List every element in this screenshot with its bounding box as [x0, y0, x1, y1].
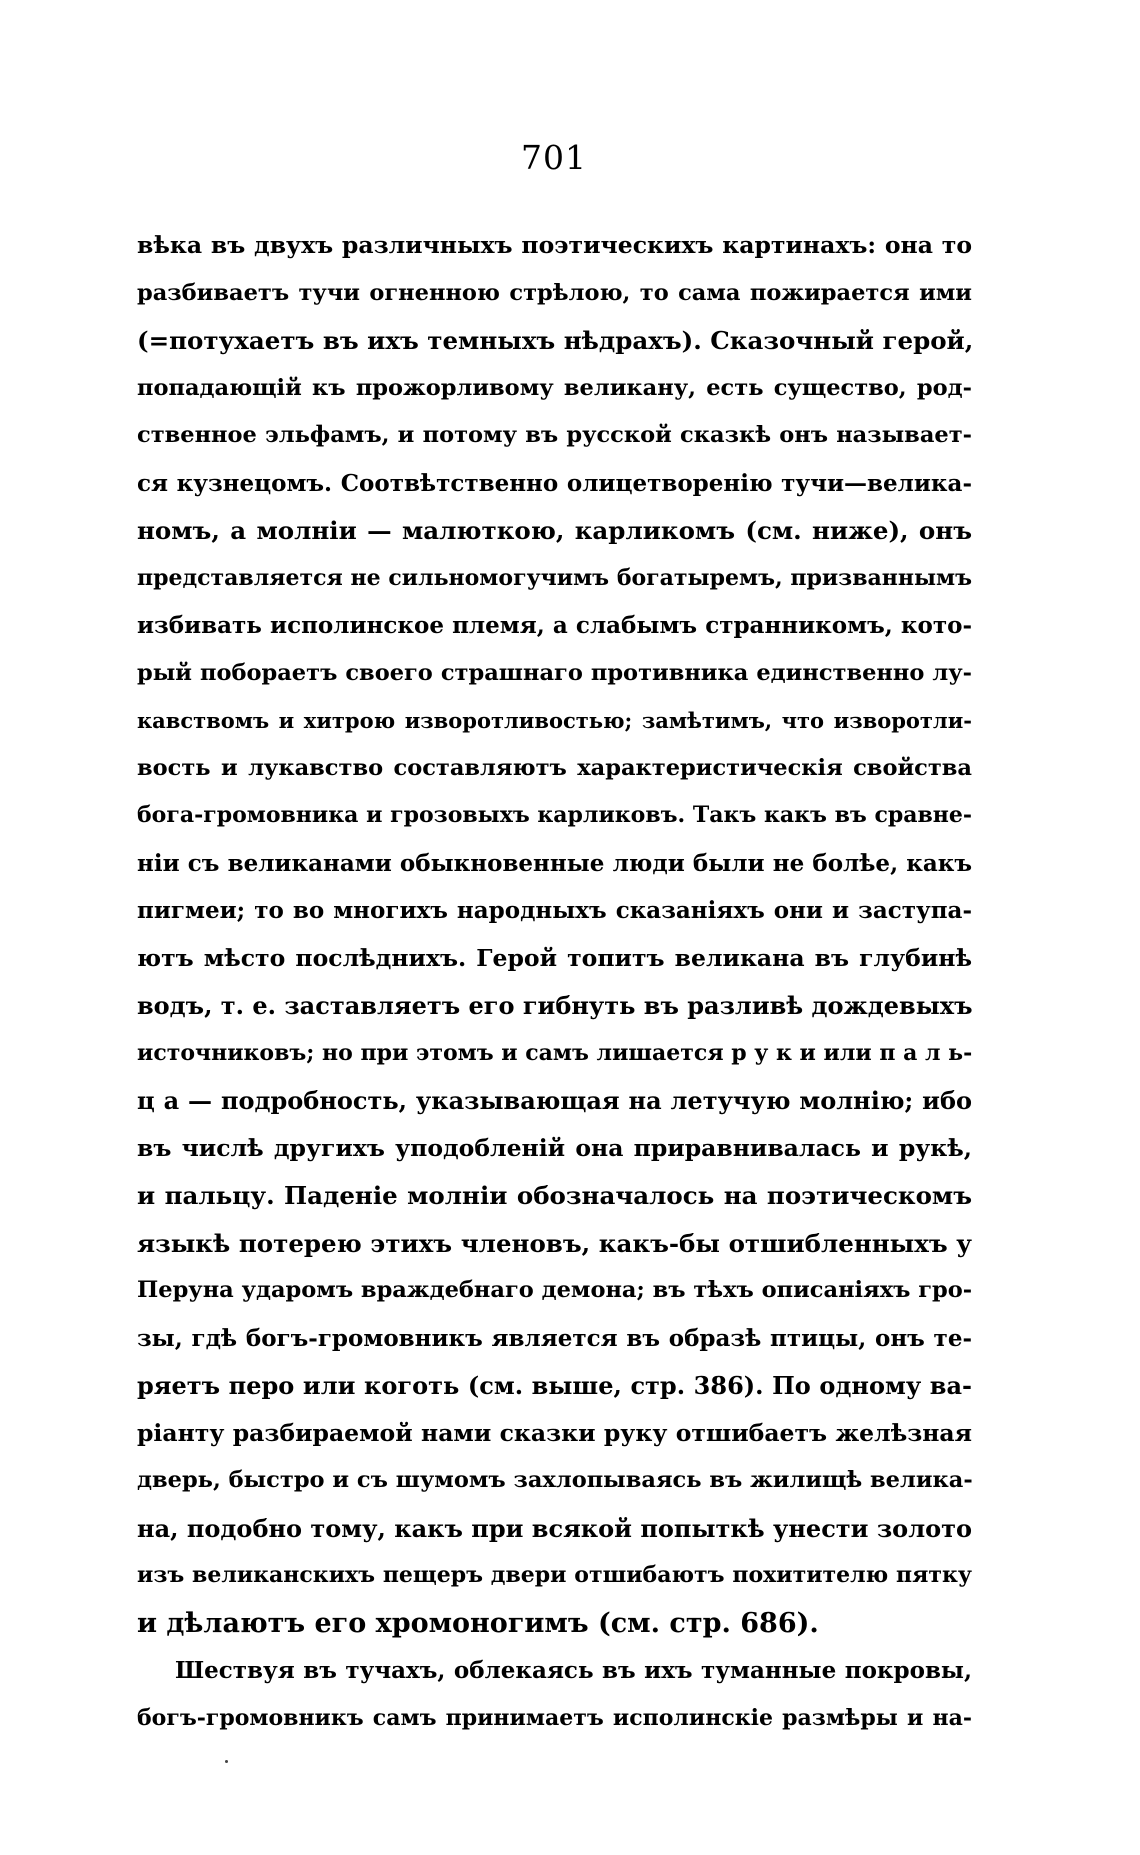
text-line: попадающій къ прожорливому великану, есть существо, род- — [137, 374, 972, 401]
text-line: ц а — подробность, указывающая на летучую молнію; ибо — [137, 1086, 972, 1115]
page-number: 701 — [521, 138, 587, 177]
text-line: Шествуя въ тучахъ, облекаясь въ ихъ туманные покровы, — [175, 1657, 972, 1684]
text-line: въ числѣ другихъ уподобленій она приравнивалась и рукѣ, — [137, 1133, 972, 1162]
text-line: бога-громовника и грозовыхъ карликовъ. Такъ какъ въ сравне- — [137, 802, 972, 828]
text-line: ютъ мѣсто послѣднихъ. Герой топитъ великана въ глубинѣ — [137, 943, 972, 972]
text-line: и дѣлаютъ его хромоногимъ (см. стр. 686). — [137, 1607, 819, 1639]
text-line: рый побораетъ своего страшнаго противника единственно лу- — [137, 659, 972, 686]
text-line: водъ, т. е. заставляетъ его гибнуть въ разливѣ дождевыхъ — [137, 991, 973, 1020]
text-line: ряетъ перо или коготь (см. выше, стр. 386). По одному ва- — [137, 1371, 972, 1400]
text-line: ся кузнецомъ. Соотвѣтственно олицетворенію тучи—велика- — [137, 469, 972, 497]
text-line: ственное эльфамъ, и потому въ русской сказкѣ онъ называет- — [137, 422, 972, 448]
text-line: ніи съ великанами обыкновенные люди были не болѣе, какъ — [137, 849, 972, 877]
text-line: дверь, быстро и съ шумомъ захлопываясь въ жилищѣ велика- — [137, 1467, 973, 1493]
text-line: номъ, а молніи — малюткою, карликомъ (см. ниже), онъ — [137, 516, 972, 545]
text-line: вѣка въ двухъ различныхъ поэтическихъ картинахъ: она то — [137, 231, 972, 259]
print-speck — [225, 1760, 228, 1763]
text-line: (=потухаетъ въ ихъ темныхъ нѣдрахъ). Сказочный герой, — [137, 326, 974, 355]
text-line: источниковъ; но при этомъ и самъ лишается р у к и или п а л ь- — [137, 1039, 973, 1066]
text-line: кавствомъ и хитрою изворотливостью; замѣтимъ, что изворотли- — [137, 708, 972, 733]
text-line: пигмеи; то во многихъ народныхъ сказаніяхъ они и заступа- — [137, 897, 972, 924]
text-line: зы, гдѣ богъ-громовникъ является въ образѣ птицы, онъ те- — [137, 1324, 972, 1352]
text-line: на, подобно тому, какъ при всякой попыткѣ унести золото — [137, 1513, 972, 1543]
text-line: разбиваетъ тучи огненною стрѣлою, то сама пожирается ими — [137, 279, 972, 306]
text-line: представляется не сильномогучимъ богатыремъ, призваннымъ — [137, 564, 972, 591]
body-text — [137, 222, 972, 1742]
text-line: богъ-громовникъ самъ принимаетъ исполинскіе размѣры и на- — [137, 1704, 972, 1731]
text-line: Перуна ударомъ враждебнаго демона; въ тѣхъ описаніяхъ гро- — [137, 1277, 973, 1303]
text-line: и пальцу. Паденіе молніи обозначалось на поэтическомъ — [137, 1181, 972, 1210]
text-line: изъ великанскихъ пещеръ двери отшибаютъ похитителю пятку — [137, 1562, 972, 1588]
text-line: вость и лукавство составляютъ характеристическія свойства — [137, 754, 972, 781]
text-line: ріанту разбираемой нами сказки руку отшибаетъ желѣзная — [137, 1418, 972, 1447]
text-line: избивать исполинское племя, а слабымъ странникомъ, кото- — [137, 612, 972, 639]
text-line: языкѣ потерею этихъ членовъ, какъ-бы отшибленныхъ у — [137, 1228, 972, 1258]
